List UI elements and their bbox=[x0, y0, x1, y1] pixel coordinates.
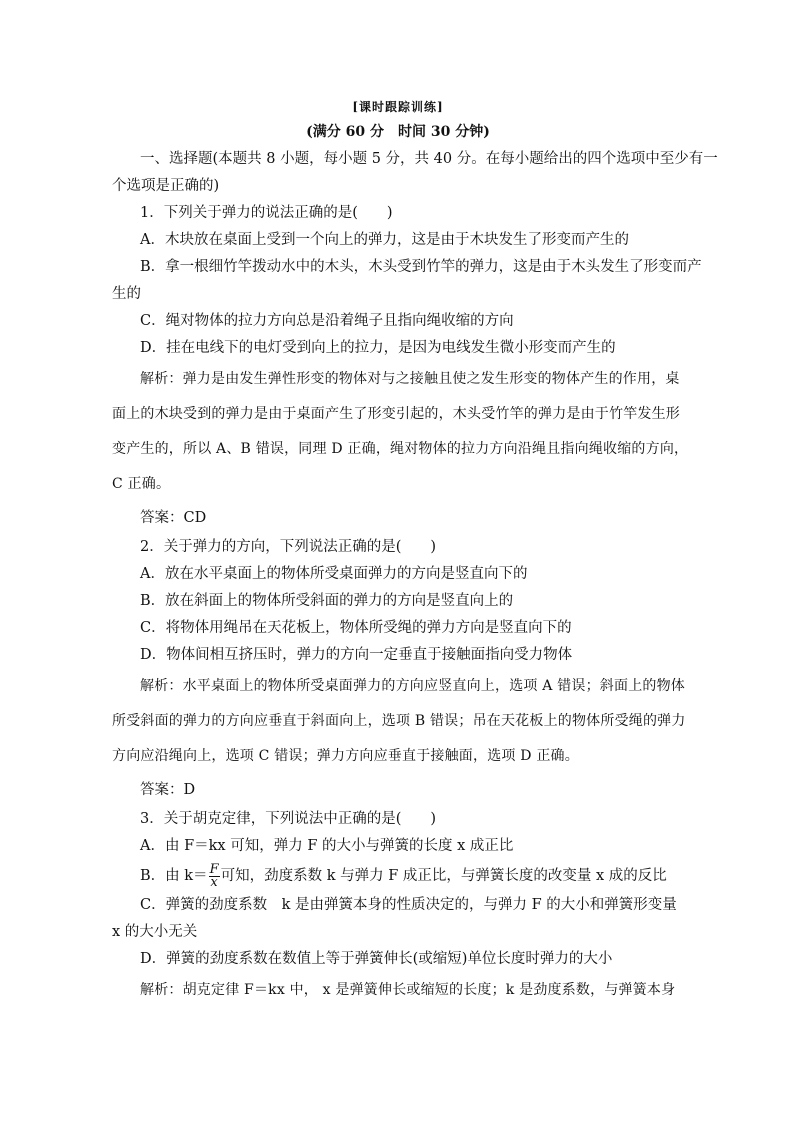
q1-analysis-line4: C 正确。 bbox=[112, 476, 171, 492]
q2-analysis-line3: 方向应沿绳向上，选项 C 错误；弹力方向应垂直于接触面，选项 D 正确。 bbox=[112, 748, 579, 764]
page-subtitle: (满分 60 分 时间 30 分钟) bbox=[306, 124, 490, 140]
q2-option-a: A．放在水平桌面上的物体所受桌面弹力的方向是竖直向下的 bbox=[140, 566, 528, 582]
q3-option-d: D．弹簧的劲度系数在数值上等于弹簧伸长(或缩短)单位长度时弹力的大小 bbox=[140, 951, 613, 967]
q1-option-a: A．木块放在桌面上受到一个向上的弹力，这是由于木块发生了形变而产生的 bbox=[140, 232, 629, 248]
document-page bbox=[112, 96, 718, 1008]
fraction-numerator: F bbox=[209, 861, 219, 877]
fraction-denominator: x bbox=[210, 874, 218, 890]
q1-option-d: D．挂在电线下的电灯受到向上的拉力，是因为电线发生微小形变而产生的 bbox=[140, 340, 616, 356]
q1-analysis-line3: 变产生的，所以 A、B 错误，同理 D 正确，绳对物体的拉力方向沿绳且指向绳收缩的方向， bbox=[112, 441, 689, 457]
q2-analysis-line1: 解析：水平桌面上的物体所受桌面弹力的方向应竖直向上，选项 A 错误；斜面上的物体 bbox=[140, 678, 686, 694]
formula-fraction bbox=[209, 861, 220, 890]
q1-option-b-line2: 生的 bbox=[112, 286, 141, 302]
q1-analysis-line1: 解析：弹力是由发生弹性形变的物体对与之接触且使之发生形变的物体产生的作用，桌 bbox=[140, 371, 680, 387]
q3-option-b-prefix: B．由 k＝ bbox=[140, 868, 208, 884]
q3-option-b-suffix: 可知，劲度系数 k 与弹力 F 成正比，与弹簧长度的改变量 x 成的反比 bbox=[220, 868, 667, 884]
q2-answer: 答案：D bbox=[140, 782, 196, 798]
q1-option-c: C．绳对物体的拉力方向总是沿着绳子且指向绳收缩的方向 bbox=[140, 313, 514, 329]
q1-option-b-line1: B．拿一根细竹竿拨动水中的木头，木头受到竹竿的弹力，这是由于木头发生了形变而产 bbox=[140, 259, 702, 275]
q1-stem: 1．下列关于弹力的说法正确的是( ) bbox=[140, 205, 393, 221]
section-heading-line2: 个选项是正确的) bbox=[112, 178, 220, 194]
q3-option-c-line1: C．弹簧的劲度系数 k 是由弹簧本身的性质决定的，与弹力 F 的大小和弹簧形变量 bbox=[140, 897, 677, 913]
q3-stem: 3．关于胡克定律，下列说法中正确的是( ) bbox=[140, 811, 437, 827]
q1-analysis-line2: 面上的木块受到的弹力是由于桌面产生了形变引起的，木头受竹竿的弹力是由于竹竿发生形 bbox=[112, 406, 680, 422]
q1-answer: 答案：CD bbox=[140, 510, 207, 526]
page-title: [课时跟踪训练] bbox=[352, 100, 444, 114]
q3-option-a: A．由 F＝kx 可知，弹力 F 的大小与弹簧的长度 x 成正比 bbox=[140, 838, 514, 854]
section-heading-line1: 一、选择题(本题共 8 小题，每小题 5 分，共 40 分。在每小题给出的四个选项中至少有一 bbox=[140, 151, 718, 167]
q2-option-b: B．放在斜面上的物体所受斜面的弹力的方向是竖直向上的 bbox=[140, 593, 514, 609]
q2-option-d: D．物体间相互挤压时，弹力的方向一定垂直于接触面指向受力物体 bbox=[140, 647, 573, 663]
q3-option-b bbox=[112, 860, 684, 892]
q2-option-c: C．将物体用绳吊在天花板上，物体所受绳的弹力方向是竖直向下的 bbox=[140, 620, 572, 636]
q2-stem: 2．关于弹力的方向，下列说法正确的是( ) bbox=[140, 539, 437, 555]
q3-analysis-line1: 解析：胡克定律 F＝kx 中， x 是弹簧伸长或缩短的长度；k 是劲度系数，与弹簧本身 bbox=[140, 982, 676, 998]
q2-analysis-line2: 所受斜面的弹力的方向应垂直于斜面向上，选项 B 错误；吊在天花板上的物体所受绳的弹力 bbox=[112, 713, 686, 729]
q3-option-c-line2: x 的大小无关 bbox=[112, 924, 198, 940]
